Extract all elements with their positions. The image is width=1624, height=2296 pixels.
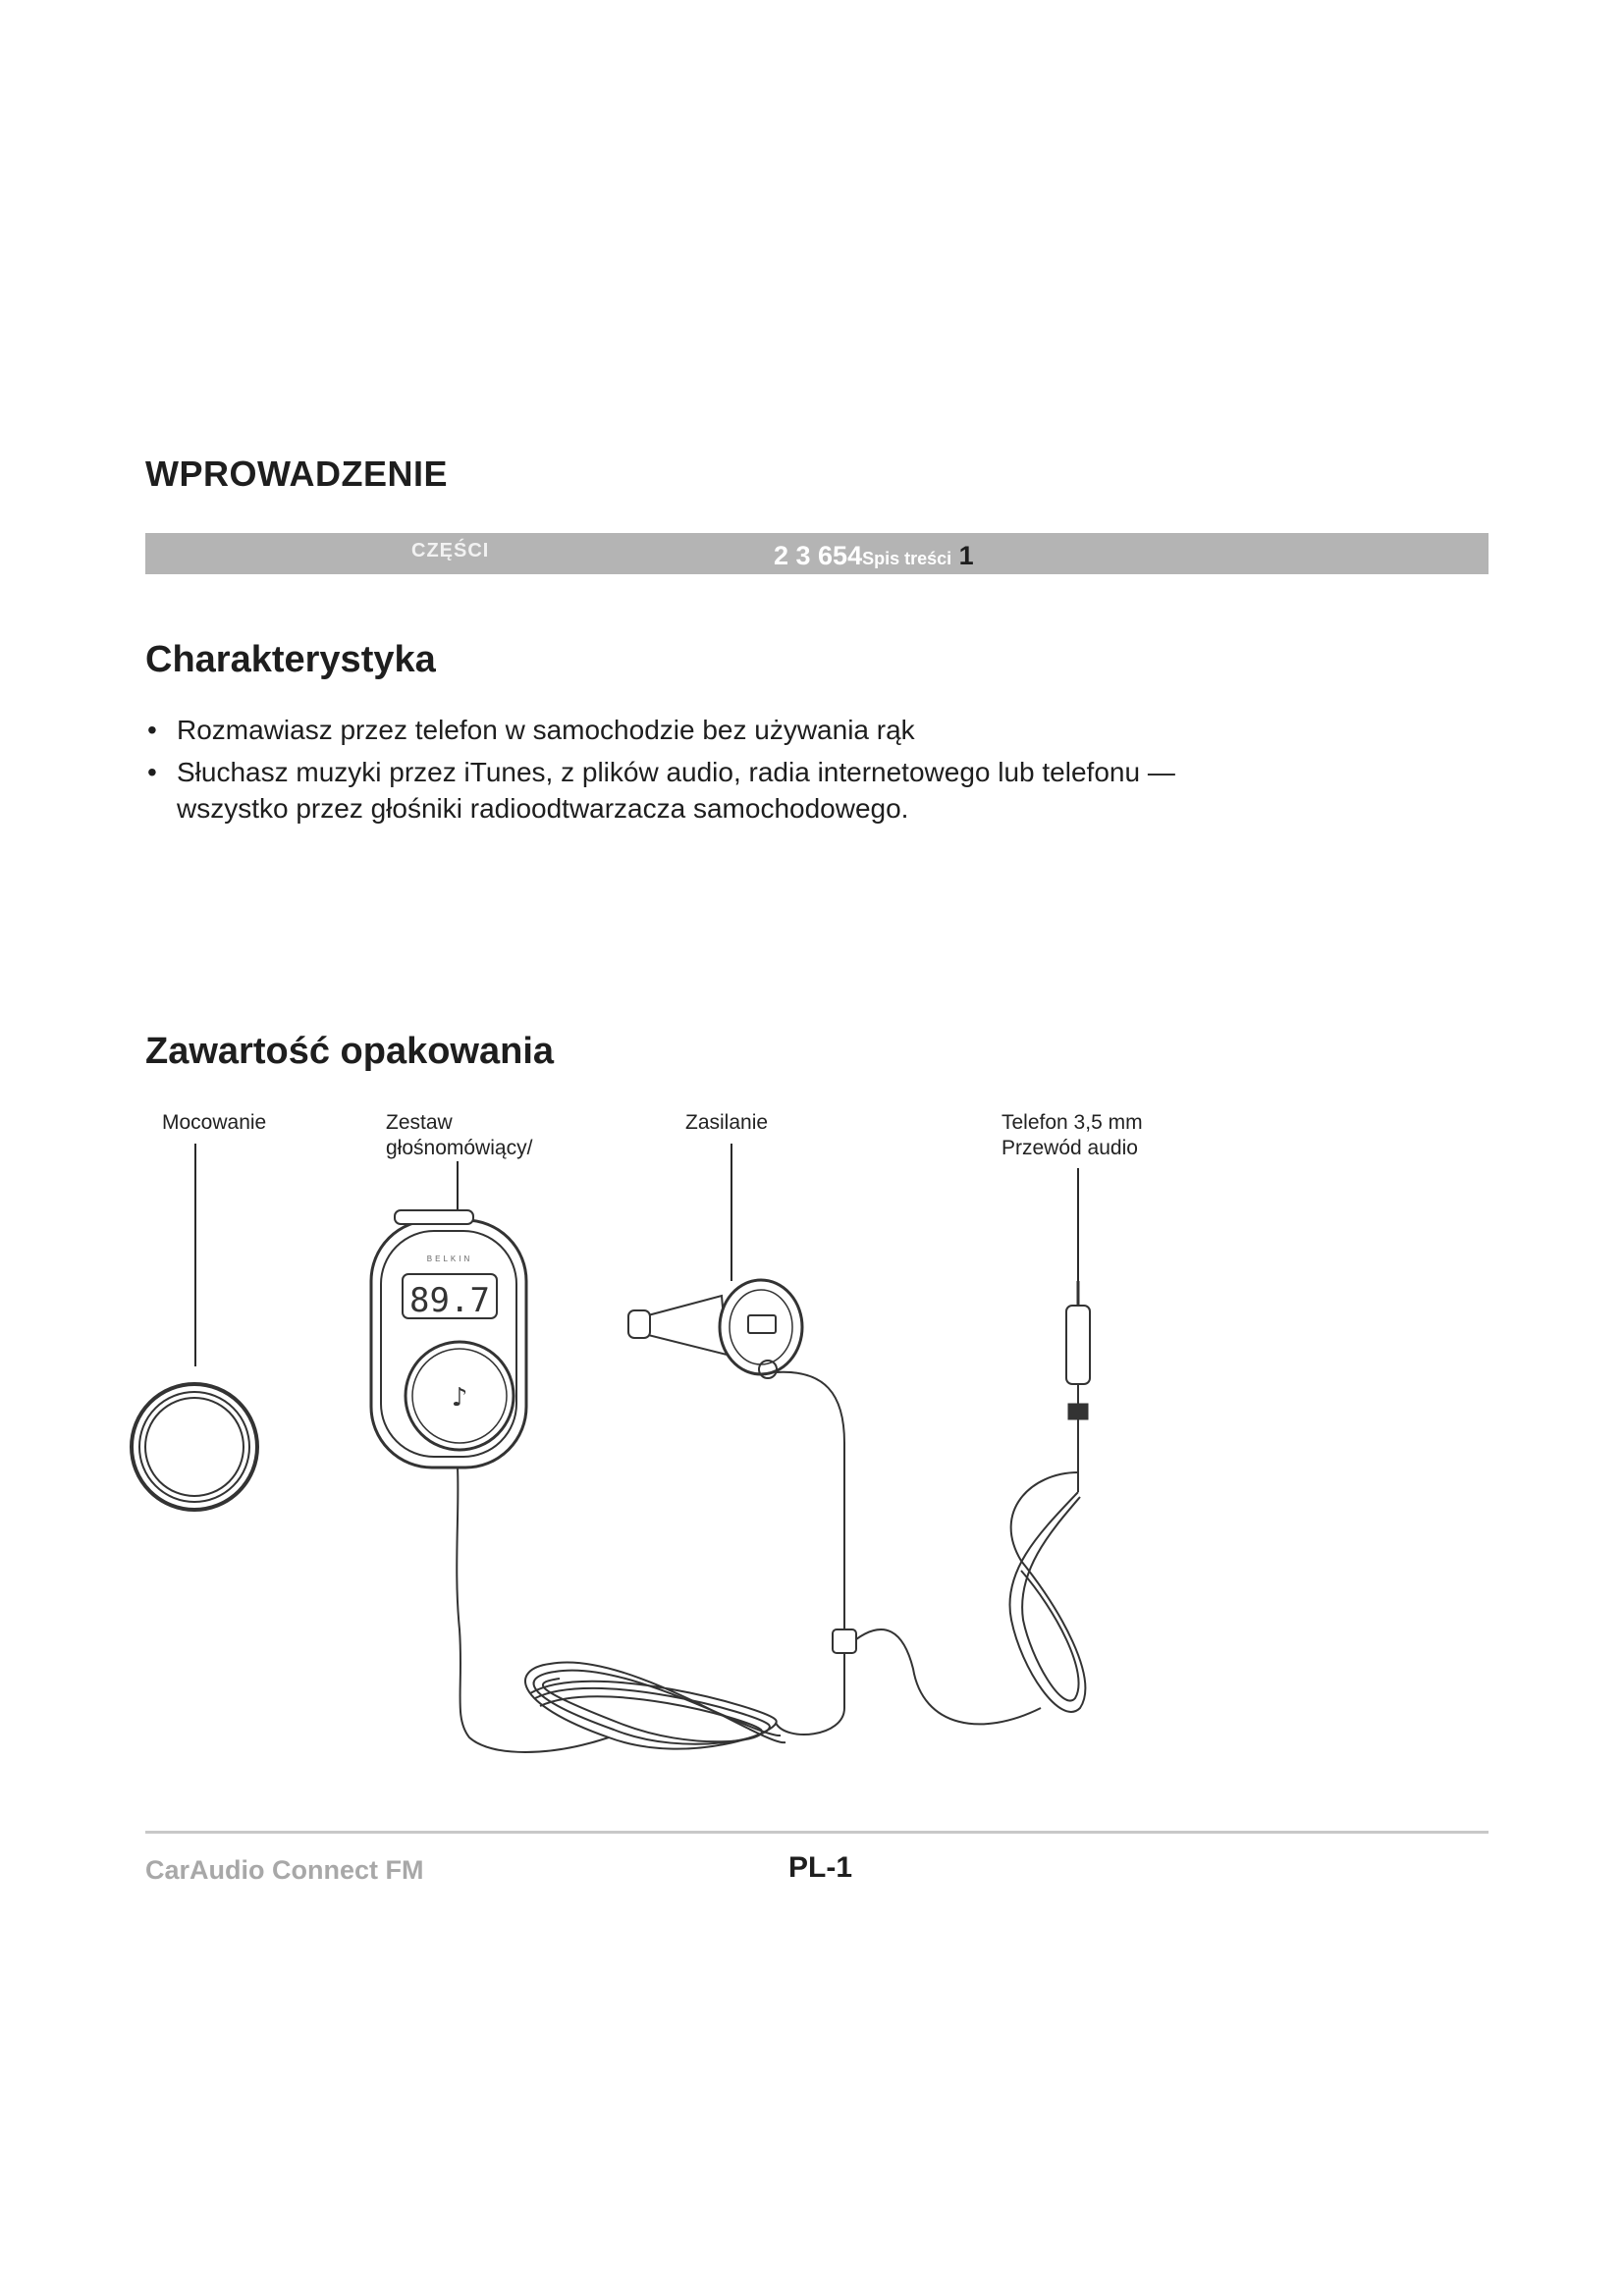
callout-audio-line1: Telefon 3,5 mm [1001,1111,1143,1134]
package-heading: Zawartość opakowania [145,1031,555,1072]
callout-mount: Mocowanie [162,1111,267,1134]
display-reading: 89.7 [409,1281,490,1320]
callout-power: Zasilanie [685,1111,769,1134]
footer-product-name: CarAudio Connect FM [145,1855,424,1885]
nav-parts-link[interactable]: CZĘŚCI [411,540,490,561]
brand-text: BELKIN [426,1255,473,1263]
footer-rule [145,1831,1489,1834]
footer-page-number: PL-1 [788,1851,853,1884]
section-title: WPROWADZENIE [145,454,448,494]
car-charger-icon [628,1280,1041,1735]
nav-toc-link[interactable]: Spis treści [862,549,952,568]
callout-audio-line2: Przewód audio [1001,1137,1138,1159]
nav-current-section: 1 [958,541,974,570]
list-item: • Rozmawiasz przez telefon w samochodzie bez używania rąk [145,712,1324,748]
list-item: • Słuchasz muzyki przez iTunes, z plików audio, radia internetowego lub telefonu — wszystko przez głośniki radioodtwarzacza samochodowego. [145,754,1267,827]
callout-handsfree-line2: głośnomówiący/ [386,1137,533,1159]
nav-section-numbers[interactable]: 2 3 654 [774,541,863,570]
audio-cable-icon [1009,1281,1090,1712]
coiled-cable-icon [525,1662,785,1748]
callout-handsfree-line1: Zestaw [386,1111,453,1134]
features-heading: Charakterystyka [145,639,436,680]
phone-music-icon: ♪ [451,1383,468,1413]
mount-ring-icon [132,1384,257,1510]
